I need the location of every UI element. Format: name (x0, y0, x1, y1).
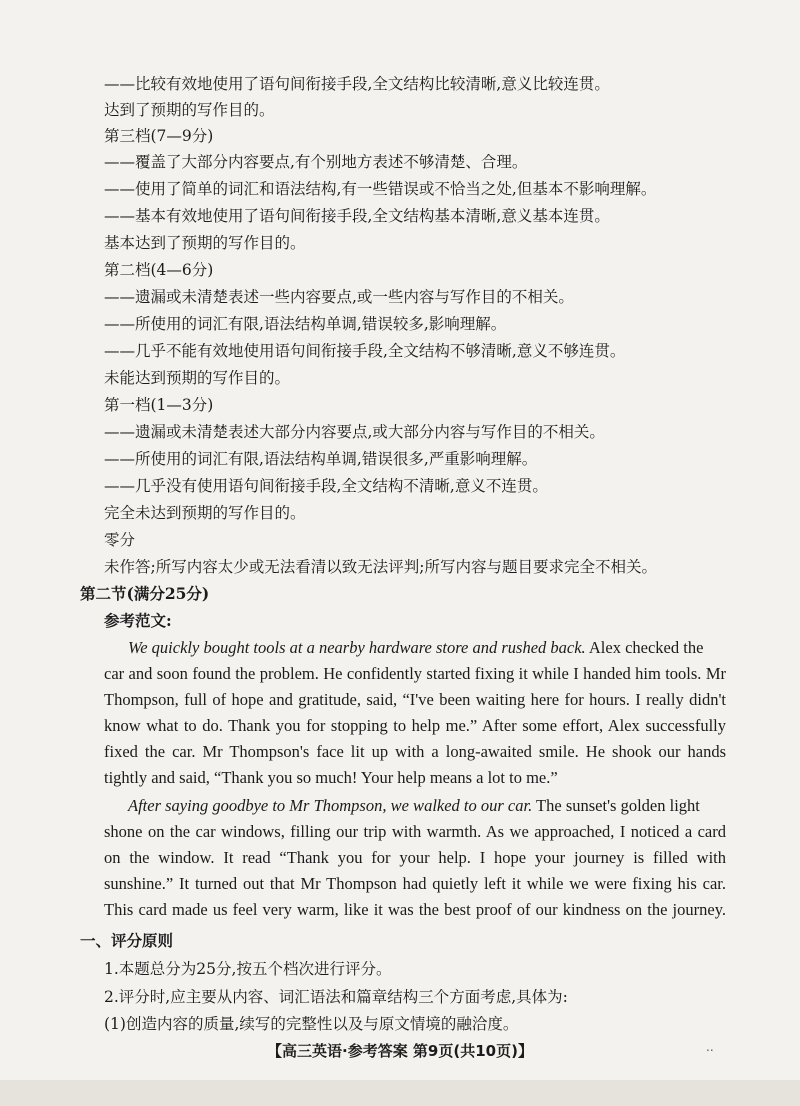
essay-text: Alex checked the (585, 638, 704, 657)
criteria-line: ——比较有效地使用了语句间衔接手段,全文结构比较清晰,意义比较连贯。 (104, 75, 610, 93)
principle-item: 1.本题总分为25分,按五个档次进行评分。 (104, 960, 392, 978)
criteria-line: 完全未达到预期的写作目的。 (104, 504, 306, 522)
criteria-line: 达到了预期的写作目的。 (104, 101, 275, 119)
principles-title: 一、评分原则 (80, 931, 174, 950)
essay-line: on the window. It read “Thank you for your help. I hope your journey is filled with (104, 848, 726, 867)
criteria-line: ——覆盖了大部分内容要点,有个别地方表述不够清楚、合理。 (104, 153, 528, 171)
criteria-line: 未作答;所写内容太少或无法看清以致无法评判;所写内容与题目要求完全不相关。 (104, 558, 657, 576)
essay-line (128, 637, 726, 659)
grade-heading: 零分 (104, 531, 136, 549)
criteria-line: 未能达到预期的写作目的。 (104, 369, 291, 387)
criteria-line: ——遗漏或未清楚表述一些内容要点,或一些内容与写作目的不相关。 (104, 288, 574, 306)
essay-line: This card made us feel very warm, like it was the best proof of our kindness on the journey. (104, 900, 726, 919)
criteria-line: ——使用了简单的词汇和语法结构,有一些错误或不恰当之处,但基本不影响理解。 (104, 180, 657, 198)
essay-line: fixed the car. Mr Thompson's face lit up with a long-awaited smile. He shook our hands (104, 742, 726, 761)
criteria-line: ——遗漏或未清楚表述大部分内容要点,或大部分内容与写作目的不相关。 (104, 423, 605, 441)
essay-line: car and soon found the problem. He confidently started fixing it while I handed him tools. Mr (104, 664, 726, 683)
criteria-line: ——所使用的词汇有限,语法结构单调,错误较多,影响理解。 (104, 315, 507, 333)
essay-lead-sentence: After saying goodbye to Mr Thompson, we walked to our car. (128, 796, 533, 815)
principle-item: (1)创造内容的质量,续写的完整性以及与原文情境的融洽度。 (104, 1015, 519, 1033)
scan-edge (0, 1080, 800, 1106)
essay-line: know what to do. Thank you for stopping to help me.” After some effort, Alex successfully (104, 716, 726, 735)
criteria-line: ——几乎不能有效地使用语句间衔接手段,全文结构不够清晰,意义不够连贯。 (104, 342, 626, 360)
essay-line (128, 795, 726, 817)
grade-heading: 第一档(1—3分) (104, 396, 214, 414)
criteria-line: ——基本有效地使用了语句间衔接手段,全文结构基本清晰,意义基本连贯。 (104, 207, 610, 225)
criteria-line: 基本达到了预期的写作目的。 (104, 234, 306, 252)
essay-text: The sunset's golden light (532, 796, 700, 815)
principle-item: 2.评分时,应主要从内容、词汇语法和篇章结构三个方面考虑,具体为: (104, 988, 568, 1006)
grade-heading: 第三档(7—9分) (104, 127, 214, 145)
corner-mark: .. (706, 1040, 714, 1054)
grade-heading: 第二档(4—6分) (104, 261, 214, 279)
section-title: 第二节(满分25分) (80, 584, 210, 603)
essay-line: Thompson, full of hope and gratitude, said, “I've been waiting here for hours. I really didn't (104, 690, 726, 709)
page-footer: 【高三英语·参考答案 第9页(共10页)】 (267, 1042, 533, 1060)
essay-lead-sentence: We quickly bought tools at a nearby hardware store and rushed back. (128, 638, 586, 657)
essay-line: tightly and said, “Thank you so much! Your help means a lot to me.” (104, 768, 558, 787)
sample-label: 参考范文: (104, 611, 172, 630)
essay-line: sunshine.” It turned out that Mr Thompson had quietly left it while we were fixing his car. (104, 874, 726, 893)
criteria-line: ——所使用的词汇有限,语法结构单调,错误很多,严重影响理解。 (104, 450, 538, 468)
criteria-line: ——几乎没有使用语句间衔接手段,全文结构不清晰,意义不连贯。 (104, 477, 548, 495)
essay-line: shone on the car windows, filling our trip with warmth. As we approached, I noticed a card (104, 822, 726, 841)
